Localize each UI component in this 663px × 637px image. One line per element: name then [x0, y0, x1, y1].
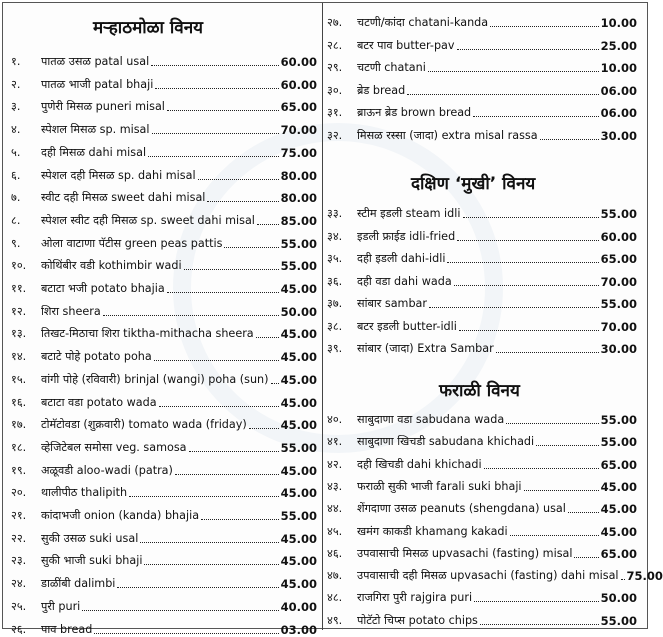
- item-number: ३१.: [327, 106, 343, 120]
- dot-leader: [189, 451, 279, 452]
- menu-item-row: [327, 33, 637, 53]
- item-name: पुरी puri: [41, 599, 81, 613]
- dot-leader: [463, 217, 599, 218]
- dot-leader: [167, 292, 279, 293]
- item-name: पातळ उसळ patal usal: [41, 55, 150, 68]
- menu-item-row: [327, 291, 637, 311]
- item-name: सांबार sambar: [357, 297, 428, 310]
- menu-item-row: [327, 78, 637, 98]
- menu-item-row: [11, 117, 317, 137]
- section-title-south: दक्षिण ‘मुखी’ विनय: [411, 174, 536, 194]
- item-number: २९.: [327, 61, 343, 75]
- menu-item-row: [327, 452, 637, 472]
- dot-leader: [474, 601, 599, 602]
- menu-item-row: [11, 458, 317, 478]
- item-price: 45.00: [280, 418, 317, 433]
- menu-item-row: [11, 435, 317, 455]
- item-number: ११.: [11, 282, 27, 295]
- item-name: ओला वाटाणा पॅटीस green peas pattis: [41, 236, 223, 250]
- dot-leader: [175, 474, 279, 475]
- dot-leader: [224, 247, 278, 248]
- item-price: 45.00: [280, 395, 317, 410]
- item-name: पाव bread: [41, 622, 93, 636]
- item-price: 80.00: [280, 168, 317, 183]
- item-price: 45.00: [280, 554, 317, 569]
- item-price: 50.00: [280, 304, 317, 319]
- item-number: ३७.: [327, 297, 343, 310]
- item-price: 65.00: [280, 100, 317, 115]
- item-name: चटणी chatani: [357, 61, 426, 75]
- item-number: ८.: [11, 213, 21, 227]
- item-price: 45.00: [600, 524, 637, 539]
- item-number: ४३.: [327, 479, 343, 493]
- column-divider: [322, 3, 323, 630]
- item-price: 45.00: [280, 531, 317, 546]
- menu-item-row: [11, 185, 317, 205]
- item-price: 10.00: [600, 61, 637, 76]
- dot-leader: [407, 94, 598, 95]
- menu-item-row: [327, 55, 637, 75]
- menu-item-row: [11, 571, 317, 591]
- item-number: ४६.: [327, 546, 343, 560]
- item-number: ४९.: [327, 613, 343, 627]
- item-name: साबुदाणा खिचडी sabudana khichadi: [357, 435, 535, 449]
- item-name: दही वडा dahi wada: [357, 274, 452, 288]
- item-price: 45.00: [600, 479, 637, 494]
- item-number: १०.: [11, 259, 27, 273]
- item-price: 70.00: [600, 274, 637, 289]
- dot-leader: [457, 49, 599, 50]
- item-price: 60.00: [600, 229, 637, 244]
- item-name: अळूवडी aloo-wadi (patra): [41, 463, 173, 477]
- menu-item-row: [11, 72, 317, 92]
- item-price: 55.00: [280, 509, 317, 523]
- item-name: बटाटा भजी potato bhajia: [41, 282, 165, 295]
- menu-item-row: [11, 480, 317, 500]
- dot-leader: [540, 139, 599, 140]
- dot-leader: [506, 423, 598, 424]
- dot-leader: [574, 557, 598, 558]
- item-number: ३८.: [327, 319, 343, 333]
- dot-leader: [82, 610, 278, 611]
- item-number: २४.: [11, 577, 27, 591]
- dot-leader: [207, 201, 278, 202]
- dot-leader: [480, 624, 599, 625]
- item-name: दही मिसळ dahi misal: [41, 145, 147, 159]
- menu-item-row: [11, 231, 317, 251]
- item-number: ४०.: [327, 413, 343, 426]
- item-name: थालीपीठ thalipith: [41, 486, 128, 500]
- item-number: ३६.: [327, 274, 343, 288]
- menu-item-row: [327, 100, 637, 120]
- item-name: वांगी पोहे (रविवारी) brinjal (wangi) poha (sun): [41, 372, 269, 386]
- menu-item-row: [327, 407, 637, 427]
- item-number: १४.: [11, 350, 27, 364]
- item-name: पोटॅटो चिप्स potato chips: [357, 613, 478, 627]
- menu-item-row: [327, 336, 637, 356]
- item-price: 10.00: [600, 16, 637, 30]
- item-price: 45.00: [280, 350, 317, 365]
- item-number: ४१.: [327, 435, 343, 449]
- menu-item-row: [327, 519, 637, 539]
- item-name: फराळी सुकी भाजी farali suki bhaji: [357, 479, 522, 493]
- item-number: २८.: [327, 38, 343, 52]
- dot-leader: [429, 307, 599, 308]
- item-name: उपवासाची दही मिसळ upvasachi (fasting) dahi misal: [357, 569, 619, 583]
- item-price: 55.00: [600, 207, 637, 221]
- item-number: १७.: [11, 418, 27, 432]
- dot-leader: [159, 406, 279, 407]
- menu-item-row: [11, 548, 317, 568]
- dot-leader: [151, 65, 278, 66]
- item-number: ६.: [11, 168, 21, 182]
- item-number: ४७.: [327, 569, 343, 583]
- item-name: डाळींबी dalimbi: [41, 577, 116, 591]
- item-price: 55.00: [280, 440, 317, 455]
- item-price: 60.00: [280, 55, 317, 69]
- menu-item-row: [327, 585, 637, 605]
- item-number: २२.: [11, 531, 27, 545]
- dot-leader: [152, 133, 279, 134]
- item-name: बटाटे पोहे potato poha: [41, 350, 152, 364]
- menu-item-row: [11, 163, 317, 183]
- item-price: 55.00: [600, 435, 637, 450]
- menu-item-row: [327, 563, 663, 584]
- menu-item-row: [11, 390, 317, 410]
- menu-item-row: [11, 94, 317, 114]
- dot-leader: [167, 110, 279, 111]
- dot-leader: [454, 285, 599, 286]
- item-price: 65.00: [600, 457, 637, 472]
- item-number: १५.: [11, 372, 27, 386]
- item-name: इडली फ्राईड idli-fried: [357, 229, 456, 243]
- menu-item-row: [11, 344, 317, 364]
- dot-leader: [496, 352, 599, 353]
- menu-item-row: [327, 608, 637, 628]
- item-number: १.: [11, 55, 21, 68]
- item-name: सुकी भाजी suki bhaji: [41, 554, 143, 568]
- menu-page: [2, 2, 663, 637]
- item-price: 45.00: [600, 502, 637, 517]
- item-name: पुणेरी मिसळ puneri misal: [41, 100, 165, 114]
- item-name: ब्रेड bread: [357, 83, 406, 97]
- item-number: ४.: [11, 123, 21, 137]
- item-name: कांदाभजी onion (kanda) bhajia: [41, 509, 200, 522]
- dot-leader: [103, 315, 279, 316]
- dot-leader: [428, 71, 599, 72]
- item-price: 45.00: [280, 486, 317, 501]
- section-title-fasting: फराळी विनय: [439, 381, 520, 401]
- dot-leader: [257, 224, 279, 225]
- item-number: ४४.: [327, 502, 343, 516]
- menu-item-row: [11, 503, 317, 523]
- menu-item-row: [11, 617, 317, 637]
- item-price: 45.00: [280, 372, 317, 387]
- item-name: स्पेशल दही मिसळ sp. dahi misal: [41, 168, 196, 182]
- item-name: शिरा sheera: [41, 304, 101, 318]
- item-name: व्हेजिटेबल समोसा veg. samosa: [41, 440, 187, 454]
- item-price: 55.00: [280, 259, 317, 274]
- item-name: दही खिचडी dahi khichadi: [357, 457, 482, 471]
- menu-item-row: [11, 276, 317, 296]
- item-name: टोमॅटोवडा (शुक्रवारी) tomato wada (friday): [41, 418, 247, 432]
- dot-leader: [140, 542, 278, 543]
- menu-item-row: [327, 269, 637, 289]
- item-number: ७.: [11, 191, 21, 205]
- menu-item-row: [327, 541, 637, 561]
- dot-leader: [271, 383, 279, 384]
- dot-leader: [249, 428, 279, 429]
- item-name: ब्राऊन ब्रेड brown bread: [357, 106, 472, 120]
- item-number: ४२.: [327, 457, 343, 471]
- menu-item-row: [11, 253, 317, 273]
- menu-item-row: [327, 474, 637, 494]
- item-price: 06.00: [600, 106, 637, 121]
- dot-leader: [621, 579, 625, 580]
- menu-item-row: [327, 314, 637, 334]
- item-price: 75.00: [280, 145, 317, 160]
- item-price: 40.00: [280, 599, 317, 614]
- item-number: २०.: [11, 486, 27, 500]
- item-name: स्पेशल स्वीट दही मिसळ sp. sweet dahi misal: [41, 213, 255, 227]
- dot-leader: [154, 360, 279, 361]
- item-number: ३३.: [327, 207, 343, 220]
- item-price: 75.00: [626, 569, 663, 584]
- item-price: 45.00: [280, 463, 317, 478]
- item-number: ३२.: [327, 129, 343, 142]
- menu-item-row: [327, 224, 637, 244]
- item-number: २१.: [11, 509, 27, 522]
- item-price: 30.00: [600, 129, 637, 143]
- dot-leader: [117, 587, 278, 588]
- menu-item-row: [11, 49, 317, 69]
- item-name: बटर इडली butter-idli: [357, 319, 457, 333]
- item-name: कोथिंबीर वडी kothimbir wadi: [41, 259, 182, 273]
- dot-leader: [568, 512, 599, 513]
- item-number: २३.: [11, 554, 27, 568]
- menu-item-row: [11, 594, 317, 614]
- item-price: 65.00: [600, 546, 637, 561]
- item-price: 55.00: [600, 297, 637, 311]
- menu-item-row: [327, 123, 637, 143]
- menu-item-row: [11, 526, 317, 546]
- dot-leader: [524, 490, 599, 491]
- item-price: 65.00: [600, 252, 637, 266]
- item-price: 30.00: [600, 342, 637, 356]
- item-number: ५.: [11, 145, 21, 159]
- item-price: 60.00: [280, 77, 317, 92]
- item-name: बटर पाव butter-pav: [357, 38, 455, 52]
- item-price: 85.00: [280, 213, 317, 228]
- item-price: 55.00: [600, 613, 637, 628]
- item-name: सांबार (जादा) Extra Sambar: [357, 342, 494, 355]
- section-title-marathi: मऱ्हाठमोळा विनय: [93, 18, 204, 38]
- dot-leader: [129, 496, 279, 497]
- dot-leader: [459, 330, 599, 331]
- dot-leader: [155, 88, 278, 89]
- dot-leader: [447, 262, 598, 263]
- item-name: मिसळ रस्सा (जादा) extra misal rassa: [357, 129, 538, 142]
- dot-leader: [473, 116, 598, 117]
- menu-item-row: [11, 208, 317, 228]
- item-name: स्पेशल मिसळ sp. misal: [41, 123, 150, 137]
- dot-leader: [94, 633, 278, 634]
- item-number: १३.: [11, 327, 27, 341]
- item-name: चटणी/कांदा chatani-kanda: [357, 16, 489, 29]
- menu-item-row: [327, 10, 637, 30]
- item-name: खमंग काकडी khamang kakadi: [357, 524, 508, 538]
- item-number: ३४.: [327, 229, 343, 243]
- item-price: 70.00: [280, 123, 317, 138]
- menu-item-row: [11, 299, 317, 319]
- item-number: १२.: [11, 304, 27, 318]
- item-price: 55.00: [280, 236, 317, 251]
- menu-item-row: [11, 412, 317, 432]
- item-number: ३५.: [327, 252, 343, 265]
- item-number: २७.: [327, 16, 343, 29]
- item-price: 55.00: [600, 413, 637, 427]
- item-number: ३.: [11, 100, 21, 114]
- item-price: 06.00: [600, 83, 637, 98]
- dot-leader: [457, 240, 598, 241]
- item-name: तिखट-मिठाचा शिरा tiktha-mithacha sheera: [41, 327, 254, 341]
- item-number: ४८.: [327, 591, 343, 605]
- item-name: दही इडली dahi-idli: [357, 252, 446, 265]
- item-number: २.: [11, 77, 21, 91]
- menu-item-row: [11, 140, 317, 160]
- dot-leader: [184, 269, 279, 270]
- item-price: 45.00: [280, 327, 317, 342]
- item-price: 45.00: [280, 577, 317, 592]
- menu-item-row: [327, 496, 637, 516]
- item-price: 50.00: [600, 591, 637, 606]
- dot-leader: [256, 337, 279, 338]
- item-number: २५.: [11, 599, 27, 613]
- item-name: स्टीम इडली steam idli: [357, 207, 461, 220]
- dot-leader: [198, 179, 279, 180]
- menu-item-row: [327, 246, 637, 266]
- item-number: ३९.: [327, 342, 343, 355]
- item-price: 80.00: [280, 191, 317, 206]
- item-name: राजगिरा पुरी rajgira puri: [357, 591, 473, 605]
- item-name: स्वीट दही मिसळ sweet dahi misal: [41, 191, 206, 205]
- item-price: 25.00: [600, 38, 637, 53]
- dot-leader: [536, 445, 598, 446]
- item-number: १६.: [11, 395, 27, 409]
- item-name: सुकी उसळ suki usal: [41, 531, 139, 545]
- dot-leader: [201, 519, 279, 520]
- dot-leader: [148, 156, 279, 157]
- item-number: २६.: [11, 622, 27, 636]
- dot-leader: [484, 468, 599, 469]
- dot-leader: [510, 535, 599, 536]
- item-price: 45.00: [280, 282, 317, 296]
- dot-leader: [490, 26, 598, 27]
- item-name: उपवासाची मिसळ upvasachi (fasting) misal: [357, 546, 573, 560]
- item-price: 03.00: [280, 622, 317, 637]
- item-number: १८.: [11, 440, 27, 454]
- item-price: 70.00: [600, 319, 637, 334]
- item-name: शेंगदाणा उसळ peanuts (shengdana) usal: [357, 502, 566, 516]
- menu-item-row: [327, 201, 637, 221]
- item-name: साबुदाणा वडा sabudana wada: [357, 413, 505, 426]
- menu-item-row: [11, 321, 317, 341]
- dot-leader: [144, 564, 278, 565]
- menu-item-row: [327, 429, 637, 449]
- item-number: १९.: [11, 463, 27, 477]
- item-number: ४५.: [327, 524, 343, 538]
- item-name: बटाटा वडा potato wada: [41, 395, 157, 409]
- item-name: पातळ भाजी patal bhaji: [41, 77, 154, 91]
- item-number: ३०.: [327, 83, 343, 97]
- item-number: ९.: [11, 236, 21, 250]
- menu-item-row: [11, 367, 317, 387]
